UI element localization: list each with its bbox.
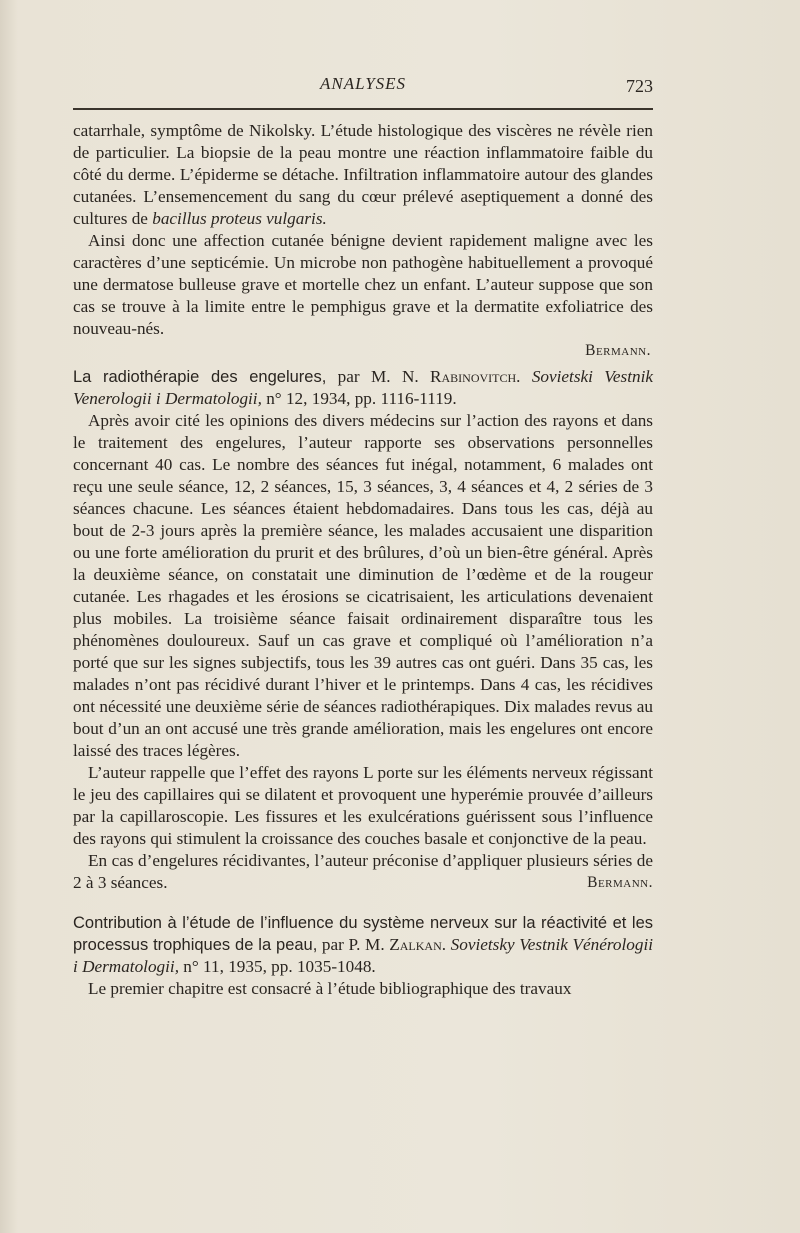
paragraph: catarrhale, symptôme de Nikolsky. L’étude histologique des viscères ne révèle rien de particulier. La biopsie de la peau montre une réaction inflammatoire faible du côté du derme. L’épiderme se détache. Infiltration inflammatoire autour des glandes cutanées. L’ensemencement du sang du cœur prélevé aseptiquement a donné des cultures de bacillus proteus vulgaris. [73, 121, 653, 228]
signature: Bermann. [585, 342, 651, 359]
article-continuation [73, 120, 653, 362]
journal-name: Sovietsky Vestnik Vénérologii i Dermatologii, [73, 935, 654, 976]
journal-reference: n° 12, 1934, pp. 1116-1119. [261, 389, 457, 408]
signature: Bermann. [587, 874, 653, 891]
body-text [73, 120, 653, 1000]
running-head: ANALYSES [319, 74, 407, 93]
article-title: La radiothérapie des engelures, [73, 368, 327, 386]
journal-name: Sovietski Vestnik Venerologii i Dermatologii, [73, 367, 653, 408]
paragraph: Après avoir cité les opinions des divers médecins sur l’action des rayons et dans le traitement des engelures, l’auteur rapporte ses observations personnelles concernant 40 cas. Le nombre des séances fut inégal, notamment, 6 malades ont reçu une seule séance, 12, 2 séances, 15, 3 séances, 3, 4 séances et 4, 2 séries de 3 séances chacune. Les séances étaient hebdomadaires. Dans tous les cas, déjà au bout de 2-3 jours après la première séance, les malades accusaient une disparition ou une forte amélioration du prurit et des brûlures, d’où un bien-être général. Après la deuxième séance, on constatait une diminution de l’œdème et de la rougeur cutanée. Les rhagades et les érosions se cicatrisaient, les articulations devenaient plus mobiles. La troisième séance faisait ordinairement disparaître tous les phénomènes douloureux. Sauf un cas grave et compliqué où l’amélioration n’a porté que sur les signes subjectifs, tous les 39 autres cas ont guéri. Dans 35 cas, les malades n’ont pas récidivé durant l’hiver et le printemps. Dans 4 cas, les récidives ont nécessité une deuxième série de séances radiothérapiques. Dix malades revus au bout d’un an ont accusé une très grande amélioration, mais les engelures ont encore laissé des traces légères. [73, 411, 653, 760]
article-heading: La radiothérapie des engelures, par M. N. Rabinovitch. Sovietski Vestnik Venerologii i Dermatologii, n° 12, 1934, pp. 1116-1119. [73, 367, 653, 408]
paragraph: L’auteur rappelle que l’effet des rayons L porte sur les éléments nerveux régissant le jeu des capillaires qui se dilatent et provoquent une hyperémie prouvée d’ailleurs par la capillaroscopie. Les fissures et les exulcérations guérissent sous l’influence des rayons qui stimulent la croissance des couches basale et conjonctive de la peau. [73, 763, 653, 848]
page-number: 723 [626, 76, 653, 96]
paragraph: Le premier chapitre est consacré à l’étude bibliographique des travaux [88, 979, 572, 998]
article-author: P. M. Zalkan. [348, 935, 447, 954]
italic-term: bacillus proteus vulgaris. [152, 209, 327, 228]
paragraph: En cas d’engelures récidivantes, l’auteur préconise d’appliquer plusieurs séries de 2 à 3 séances. Bermann. [73, 851, 653, 892]
header-rule [73, 108, 653, 110]
article-author: M. N. Rabinovitch. [371, 367, 521, 386]
article-title: Contribution à l’étude de l’influence du système nerveux sur la réactivité et les processus trophiques de la peau, [73, 914, 653, 954]
paragraph: Ainsi donc une affection cutanée bénigne devient rapidement maligne avec les caractères d’une septicémie. Un microbe non pathogène habituellement a provoqué une dermatose bulleuse grave et mortelle chez un enfant. L’auteur suppose que son cas se trouve à la limite entre le pemphigus grave et la dermatite exfoliatrice des nouveau-nés. [73, 231, 653, 338]
page-header [73, 72, 653, 102]
journal-reference: n° 11, 1935, pp. 1035-1048. [179, 957, 376, 976]
article-heading: Contribution à l’étude de l’influence du système nerveux sur la réactivité et les processus trophiques de la peau, par P. M. Zalkan. Sovietsky Vestnik Vénérologii i Dermatologii, n° 11, 1935, pp. 1035-1048. [73, 914, 654, 976]
